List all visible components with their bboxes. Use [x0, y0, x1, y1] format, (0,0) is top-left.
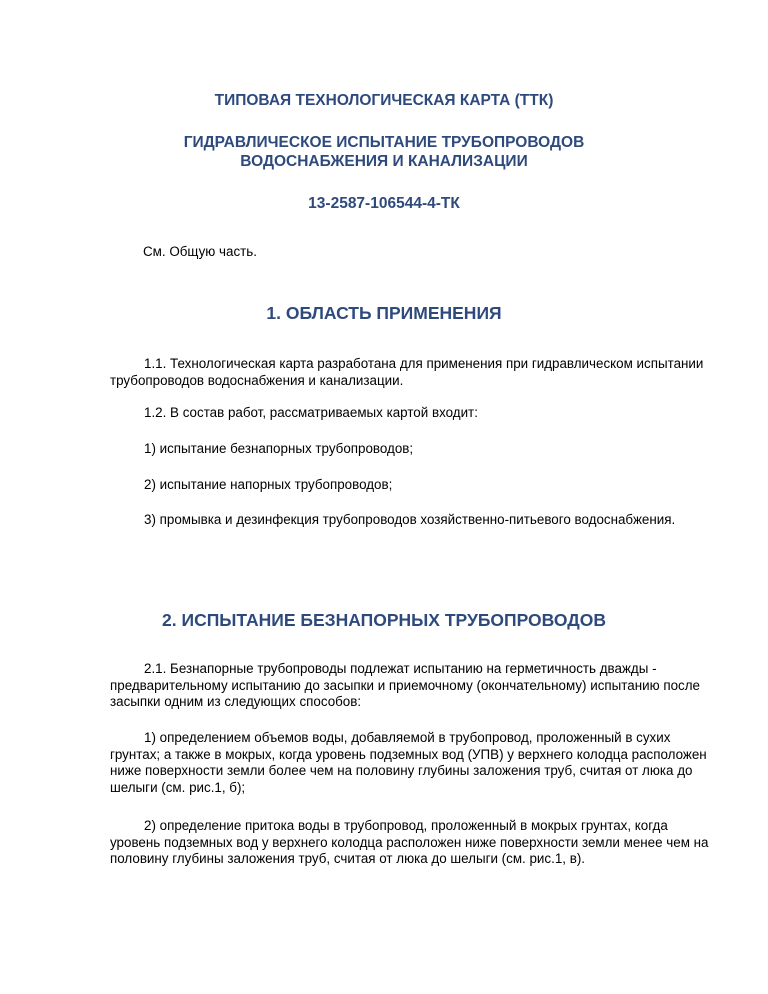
section2-paragraph [110, 661, 715, 711]
document-subtitle-line2: ВОДОСНАБЖЕНИЯ И КАНАЛИЗАЦИИ [240, 153, 528, 170]
section1-list-item [110, 477, 715, 494]
section2-p1-text: 2.1. Безнапорные трубопроводы подлежат испытанию на герметичность дважды - предварительному испытанию до засыпки и приемочному (окончательному) испытанию после засыпки одним из следующих способов: [110, 661, 700, 709]
section1-paragraph [110, 405, 715, 422]
section1-p5-text: 3) промывка и дезинфекция трубопроводов хозяйственно-питьевого водоснабжения. [144, 512, 676, 527]
section1-heading: 1. ОБЛАСТЬ ПРИМЕНЕНИЯ [266, 303, 502, 323]
section1-p1-text: 1.1. Технологическая карта разработана для применения при гидравлическом испытании трубопроводов водоснабжения и канализации. [110, 356, 704, 388]
section2-p2-text: 1) определением объемов воды, добавляемой в трубопровод, проложенный в сухих грунтах; а также в мокрых, когда уровень подземных вод (УПВ) у верхнего колодца расположен ниже поверхности земли более чем на половину глубины заложения труб, считая от люка до шелыги (см. рис.1, б); [110, 730, 707, 795]
see-general-note: См. Общую часть. [143, 244, 257, 259]
section2-p3-text: 2) определение притока воды в трубопровод, проложенный в мокрых грунтах, когда уровень подземных вод у верхнего колодца расположен ниже поверхности земли менее чем на половину глубины заложения труб, считая от люка до шелыги (см. рис.1, в). [110, 818, 709, 866]
section1-paragraph [110, 356, 715, 389]
section1-p2-text: 1.2. В состав работ, рассматриваемых картой входит: [144, 405, 478, 420]
section2-list-item [110, 730, 715, 796]
section2-heading: 2. ИСПЫТАНИЕ БЕЗНАПОРНЫХ ТРУБОПРОВОДОВ [162, 610, 606, 630]
section1-p4-text: 2) испытание напорных трубопроводов; [144, 477, 393, 492]
document-code: 13-2587-106544-4-ТК [308, 195, 460, 212]
document-title: ТИПОВАЯ ТЕХНОЛОГИЧЕСКАЯ КАРТА (ТТК) [214, 92, 554, 109]
document-subtitle-line1: ГИДРАВЛИЧЕСКОЕ ИСПЫТАНИЕ ТРУБОПРОВОДОВ [183, 134, 585, 151]
section1-list-item [110, 512, 715, 529]
section1-list-item [110, 441, 715, 458]
section2-list-item [110, 818, 715, 868]
section1-p3-text: 1) испытание безнапорных трубопроводов; [144, 441, 414, 456]
